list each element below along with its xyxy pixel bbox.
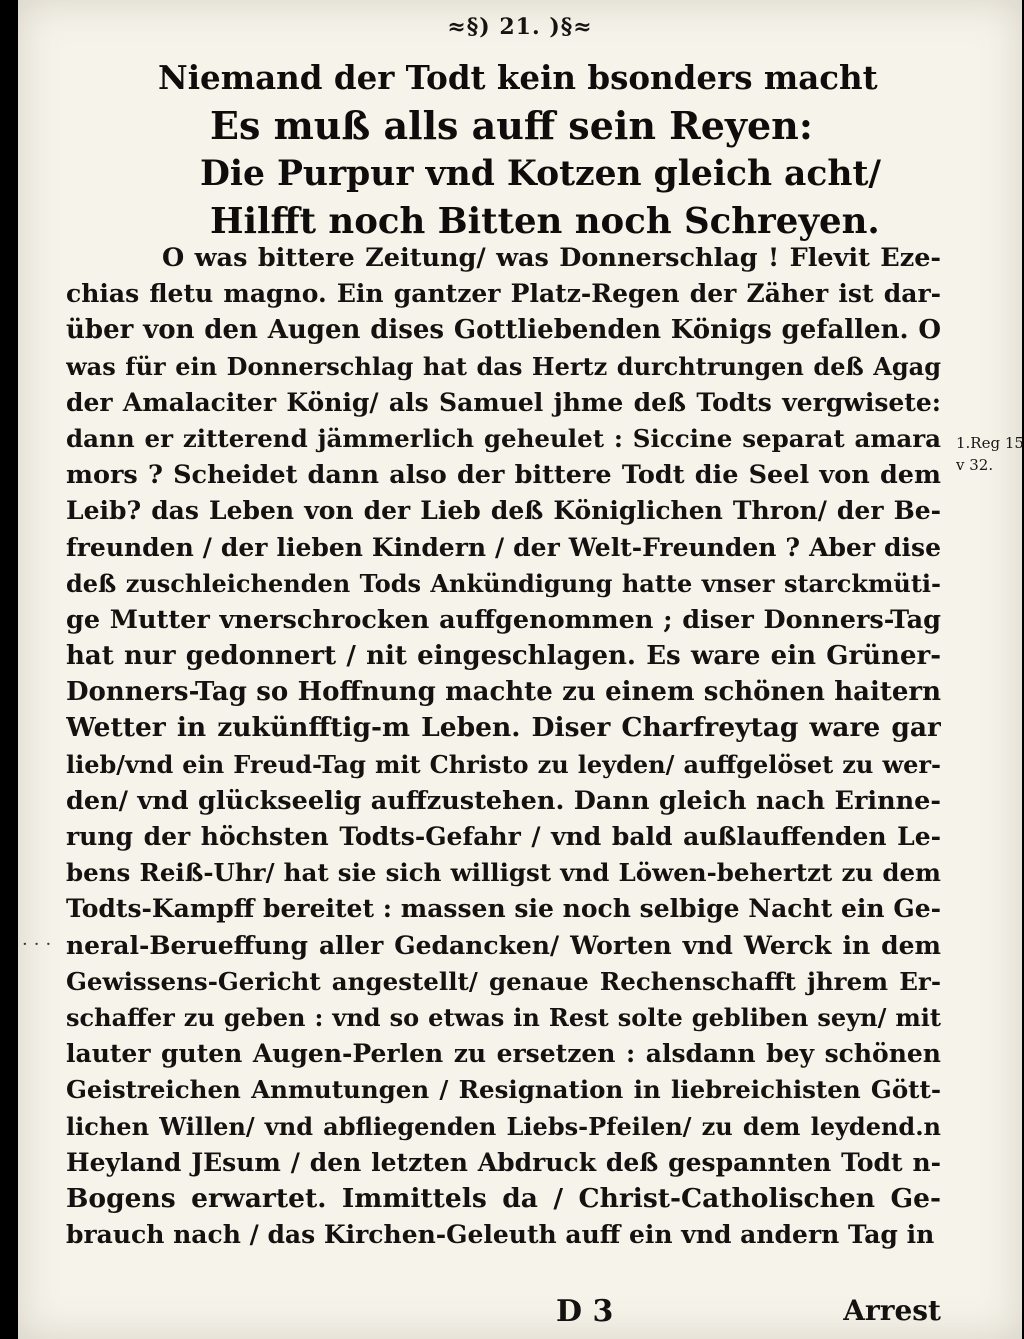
text-line: mors ? Scheidet dann also der bittere Todt die Seel von dem xyxy=(66,460,941,491)
page-number-ornament-left: ≈§) xyxy=(447,14,491,40)
text-line: was für ein Donnerschlag hat das Hertz durchtrungen deß Agag xyxy=(66,351,941,381)
text-line: bens Reiß-Uhr/ hat sie sich willigst vnd Löwen-behertzt zu dem xyxy=(66,858,941,888)
text-line: der Amalaciter König/ als Samuel jhme deß Todts vergwisete: xyxy=(66,387,941,417)
margin-note xyxy=(956,432,1024,476)
text-line: Bogens erwartet. Immittels da / Christ-Catholischen Ge- xyxy=(66,1182,941,1214)
text-line: über von den Augen dises Gottliebenden Königs gefallen. O xyxy=(66,315,941,346)
text-line: Wetter in zukünfftig-m Leben. Diser Charfreytag ware gar xyxy=(66,712,941,744)
body-text xyxy=(66,240,941,1253)
text-line: Leib? das Leben von der Lieb deß Königlichen Thron/ der Be- xyxy=(66,496,941,526)
verse-line: Es muß alls auff sein Reyen: xyxy=(210,103,813,148)
page-number-ornament-right: )§≈ xyxy=(549,14,593,40)
page-footer xyxy=(66,1294,941,1334)
text-line: Geistreichen Anmutungen / Resignation in liebreichisten Gött- xyxy=(66,1075,941,1105)
text-line: Heyland JEsum / den letzten Abdruck deß gespannten Todt n- xyxy=(66,1147,941,1177)
verse-line: Die Purpur vnd Kotzen gleich acht/ xyxy=(200,154,882,194)
catchword: Arrest xyxy=(843,1294,941,1327)
text-line: chias fletu magno. Ein gantzer Platz-Regen der Zäher ist dar- xyxy=(66,279,941,309)
text-line: O was bittere Zeitung/ was Donnerschlag ! Flevit Eze- xyxy=(162,243,941,273)
text-line: dann er zitterend jämmerlich geheulet : Siccine separat amara xyxy=(66,423,941,453)
verse-block xyxy=(128,54,888,246)
verse-line: Hilfft noch Bitten noch Schreyen. xyxy=(210,201,880,242)
page-number xyxy=(18,14,1022,40)
verse-line: Niemand der Todt kein bsonders macht xyxy=(158,58,878,97)
text-line: lauter guten Augen-Perlen zu ersetzen : alsdann bey schönen xyxy=(66,1039,941,1069)
margin-dots: ··· xyxy=(22,934,58,955)
text-line: Donners-Tag so Hoffnung machte zu einem schönen haitern xyxy=(66,677,941,708)
text-line: lieb/vnd ein Freud-Tag mit Christo zu leyden/ auffgelöset zu wer- xyxy=(66,749,941,779)
book-page xyxy=(18,0,1022,1339)
page-number-value: 21. xyxy=(499,14,541,40)
text-line: hat nur gedonnert / nit eingeschlagen. Es ware ein Grüner- xyxy=(66,641,941,672)
margin-note-line: 1.Reg 15 xyxy=(956,434,1024,452)
text-line: ge Mutter vnerschrocken auffgenommen ; diser Donners-Tag xyxy=(66,604,941,635)
text-line: rung der höchsten Todts-Gefahr / vnd bald außlauffenden Le- xyxy=(66,822,941,851)
text-line: Gewissens-Gericht angestellt/ genaue Rechenschafft jhrem Er- xyxy=(66,966,941,996)
text-line: schaffer zu geben : vnd so etwas in Rest solte gebliben seyn/ mit xyxy=(66,1002,941,1032)
text-line: deß zuschleichenden Tods Ankündigung hatte vnser starckmüti- xyxy=(66,568,941,598)
text-line: den/ vnd glückseelig auffzustehen. Dann gleich nach Erinne- xyxy=(66,785,941,816)
text-line: lichen Willen/ vnd abfliegenden Liebs-Pfeilen/ zu dem leydend.n xyxy=(66,1111,941,1141)
text-line: brauch nach / das Kirchen-Geleuth auff ein vnd andern Tag in xyxy=(66,1220,935,1250)
text-line: freunden / der lieben Kindern / der Welt-Freunden ? Aber dise xyxy=(66,532,941,562)
margin-note-line: v 32. xyxy=(956,456,994,474)
text-line: Todts-Kampff bereitet : massen sie noch selbige Nacht ein Ge- xyxy=(66,894,941,924)
signature-mark: D 3 xyxy=(556,1294,614,1329)
text-line: neral-Berueffung aller Gedancken/ Worten vnd Werck in dem xyxy=(66,930,941,960)
